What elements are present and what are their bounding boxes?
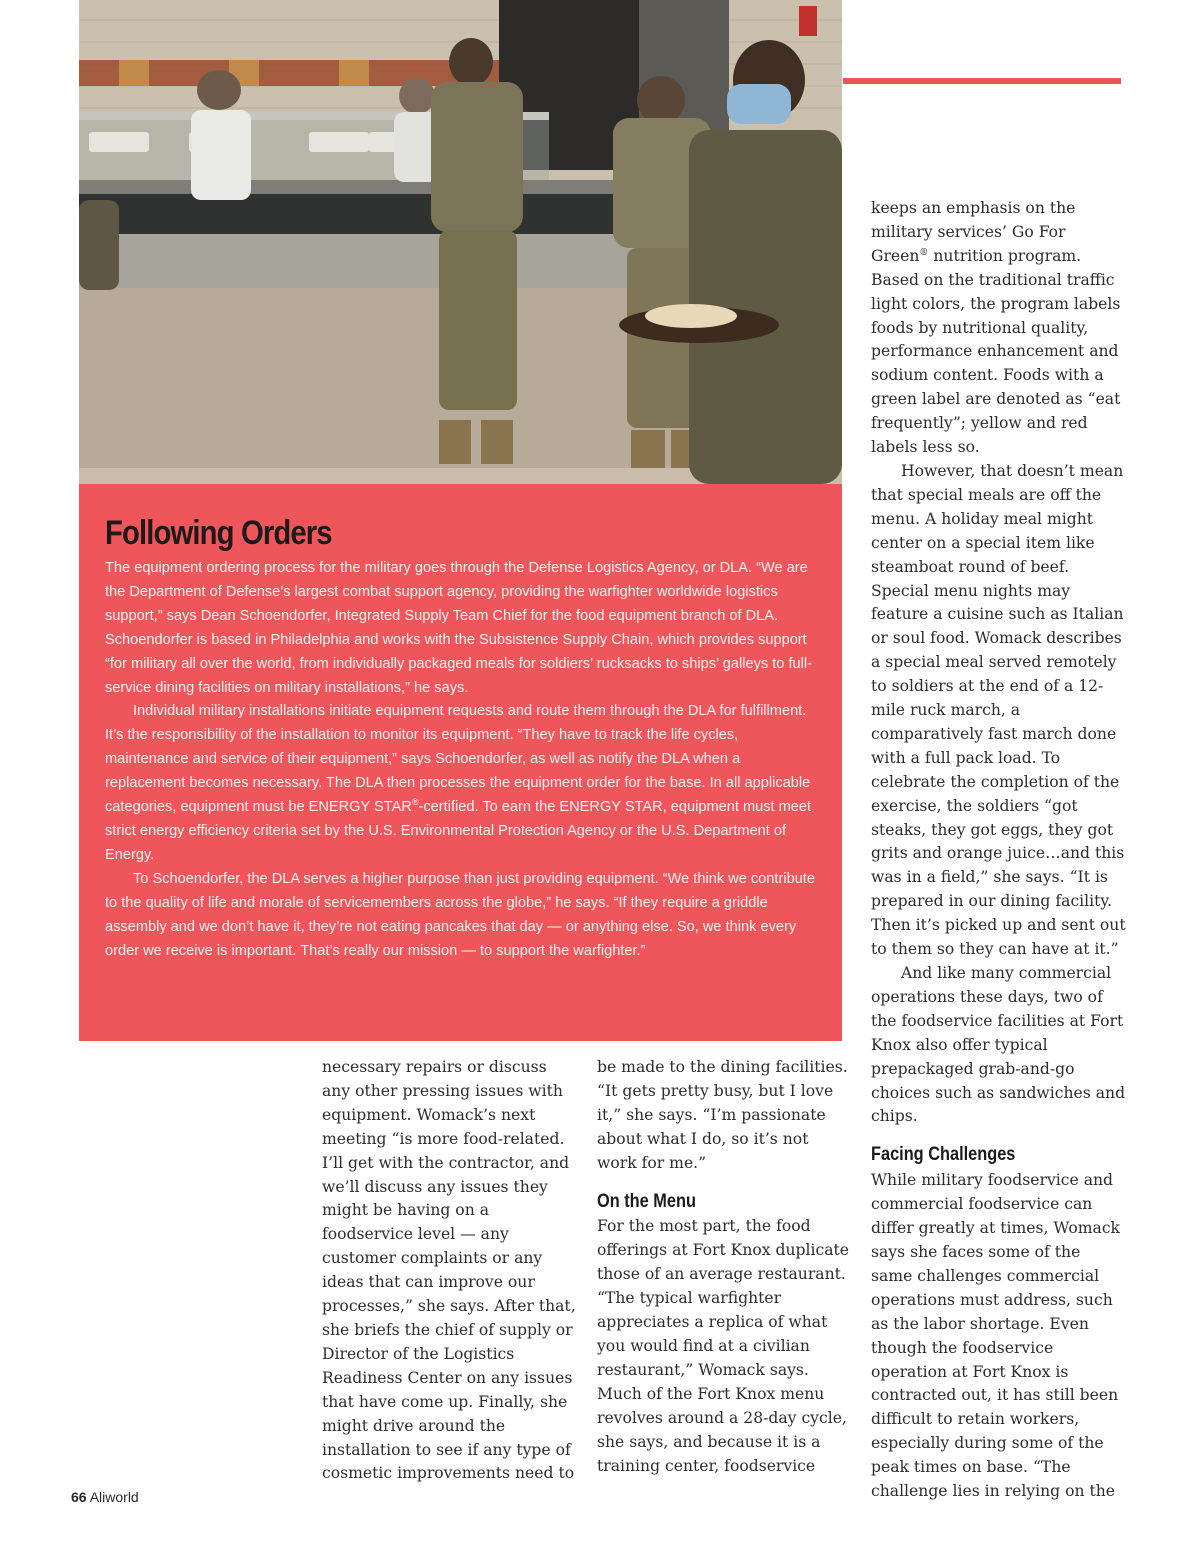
body-text: keeps an emphasis on the military services’ Go For Green — [871, 199, 1076, 265]
body-column-3 — [871, 197, 1126, 1504]
sidebar-paragraph — [105, 700, 816, 867]
section-heading-facing-challenges: Facing Challenges — [871, 1144, 1016, 1166]
sidebar-paragraph: The equipment ordering process for the military goes through the Defense Logistics Agency, or DLA. “We are the Department of Defense’s largest combat support agency, providing the warfighter worldwide logistics support,” says Dean Schoendorfer, Integrated Supply Team Chief for the food equipment branch of DLA. Schoendorfer is based in Philadelphia and works with the Subsistence Supply Chain, which provides support “for military all over the world, from individually packaged meals for soldiers’ rucksacks to ships’ galleys to full-service dining facilities on military installations,” he says. — [105, 560, 812, 696]
sidebar-following-orders — [79, 484, 842, 1041]
accent-rule — [843, 78, 1121, 84]
photo-dining-facility-soldiers — [79, 0, 842, 484]
body-column-2 — [597, 1056, 852, 1478]
body-paragraph: While military foodservice and commercial foodservice can differ greatly at times, Womack says she faces some of the same challenges commercial operations must address, such as the labor shortage. Even though the foodservice operation at Fort Knox is contracted out, it has still been difficult to retain workers, especially during some of the peak times on base. “The challenge lies in relying on the — [871, 1171, 1120, 1501]
sidebar-text: Individual military installations initiate equipment requests and route them through the DLA for fulfillment. It’s the responsibility of the installation to monitor its equipment. “They have to track the life cycles, maintenance and service of their equipment,” says Schoendorfer, as well as notify the DLA when a replacement becomes necessary. The DLA then processes the equipment order for the base. In all applicable categories, equipment must be ENERGY STAR — [105, 703, 811, 816]
photo-illustration — [79, 0, 842, 484]
body-paragraph: However, that doesn’t mean that special meals are off the menu. A holiday meal might center on a special item like steamboat round of beef. Special menu nights may feature a cuisine such as Italian or soul food. Womack describes a special meal served remotely to soldiers at the end of a 12-mile ruck march, a comparatively fast march done with a full pack load. To celebrate the completion of the exercise, the soldiers “got steaks, they got eggs, they got grits and orange juice…and this was in a field,” she says. “It is prepared in our dining facility. Then it’s picked up and sent out to them so they can have at it.” — [871, 461, 1126, 959]
body-text: nutrition program. Based on the traditional traffic light colors, the program labels foods by nutritional quality, performance enhancement and sodium content. Foods with a green label are denoted as “eat frequently”; yellow and red labels less so. — [871, 246, 1121, 457]
body-column-1 — [322, 1056, 577, 1486]
sidebar-text: -certified. To earn the ENERGY STAR, equipment must meet strict energy efficiency criteria set by the U.S. Environmental Protection Agency or the U.S. Department of Energy. — [105, 799, 812, 863]
registered-mark: ® — [919, 247, 929, 258]
body-paragraph: And like many commercial operations these days, two of the foodservice facilities at Fort Knox also offer typical prepackaged grab-and-go choices such as sandwiches and chips. — [871, 964, 1126, 1126]
registered-mark: ® — [411, 797, 419, 808]
publication-name: Aliworld — [89, 1489, 139, 1505]
sidebar-paragraph: To Schoendorfer, the DLA serves a higher purpose than just providing equipment. “We think we contribute to the quality of life and morale of servicemembers across the globe,” he says. “If they require a griddle assembly and we don’t have it, they’re not eating pancakes that day — or anything else. So, we think every order we receive is important. That’s really our mission — to support the warfighter.” — [105, 870, 815, 959]
body-paragraph: be made to the dining facilities. “It gets pretty busy, but I love it,” she says. “I’m passionate about what I do, so it’s not work for me.” — [597, 1058, 848, 1172]
page-number: 66 — [71, 1489, 87, 1505]
body-paragraph: For the most part, the food offerings at Fort Knox duplicate those of an average restaurant. “The typical warfighter appreciates a replica of what you would find at a civilian restaurant,” Womack says. Much of the Fort Knox menu revolves around a 28-day cycle, she says, and because it is a training center, foodservice — [597, 1217, 850, 1475]
body-paragraph — [871, 197, 1126, 460]
section-heading-on-the-menu: On the Menu — [597, 1190, 696, 1212]
page-folio — [71, 1489, 139, 1505]
sidebar-title: Following Orders — [105, 514, 332, 552]
body-paragraph: necessary repairs or discuss any other pressing issues with equipment. Womack’s next meeting “is more food-related. I’ll get with the contractor, and we’ll discuss any issues they might be having on a foodservice level — any customer complaints or any ideas that can improve our processes,” she says. After that, she briefs the chief of supply or Director of the Logistics Readiness Center on any issues that have come up. Finally, she might drive around the installation to see if any type of cosmetic improvements need to — [322, 1058, 576, 1483]
